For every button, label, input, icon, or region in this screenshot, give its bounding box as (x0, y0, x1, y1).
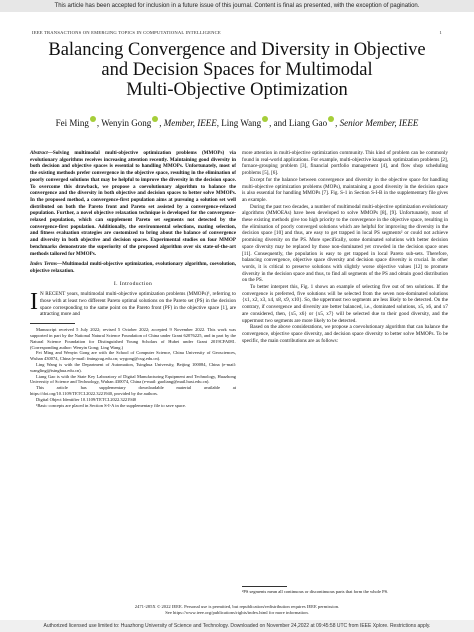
section-heading: I. Introduction (113, 280, 153, 287)
body-paragraph: During the past two decades, a number of multimodal multi-objective optimization evolutionary algorithms (MMOEAs) have been developed to solve MMOPs [8], [9]. Unfortunately, most of these existing methods give too high priority to the convergence in the objective space, resulting in the elimination of poorly converged solutions which are helpful for improving the diversity in the decision space [10] and thus, are easy to get trapped in local PS segments² or could not achieve promising diversity on the PS. More specifically, some dominated solutions with better decision space diversity may be replaced by those non-dominated yet crowded in the decision space ones [11]. Consequently, the population is easy to get trapped in local Pareto sub-sets. Therefore, balancing convergence, objective space diversity and decision space diversity is crucial. In other words, it is critical to preserve solutions with slightly worse objective values [12] to promote diversity in the decision space and thus, to find all segments of the PS and obtain good distribution on the PS. (242, 203, 448, 284)
top-banner: This article has been accepted for inclusion in a future issue of this journal. Content is final as presented, with the exception of pagination. (0, 0, 474, 12)
author-1: Fei Ming (55, 118, 89, 128)
footnote-2: ²PS segments mean all continuous or discontinuous parts that form the whole PS. (242, 589, 389, 594)
index-terms-text: —Multimodal multi-objective optimization, evolutionary algorithm, coevolution, objective relaxation. (30, 261, 236, 274)
orcid-icon[interactable] (328, 116, 334, 122)
body-paragraph: more attention in multi-objective optimization community. This kind of problem can be commonly found in real-world applications. For example, multi-objective knapsack optimization problems [2], furnace-grouping problem [3], financial portfolio management [4], and flow shop scheduling problems [5], [6]. (242, 150, 448, 177)
footnote-affiliation-3: Liang Gao is with the State Key Laboratory of Digital Manufacturing Equipment and Technology, Huazhong University of Science and Technology, Wuhan 430074, China (e-mail: gaoliang@mail.hust.edu.cn). (30, 373, 236, 385)
page-number: 1 (439, 30, 442, 35)
footnote-doi: Digital Object Identifier 10.1109/TETCI.2022.3221940 (36, 396, 137, 402)
body-paragraph: Except for the balance between convergence and diversity in the objective space for handling multi-objective optimization problems (MOPs), maintaining a good diversity in the decision space is also essential for handling MMOPs [7]. Fig. S-1 in Section S-I-B in the supplementary file gives an example. (242, 176, 448, 203)
author-2-role: Member, IEEE (163, 118, 217, 128)
footnote-1: ¹Basic concepts are placed in Section S-I-A in the supplementary file to save space. (36, 402, 187, 408)
paper-title (20, 40, 454, 100)
left-column (30, 150, 236, 408)
abstract-text: —Solving multimodal multi-objective optimization problems (MMOPs) via evolutionary algorithms receives increasing attention recently. Maintaining good diversity in both decision and objective spaces is essential to handling MMOPs. Unfortunately, most of the existing methods prefer convergence in the objective space, resulting in the elimination of poorly converged solutions that may be helpful to improve the diversity in the decision space. To overcome this drawback, we propose a coevolutionary algorithm to balance the convergence and the diversity in both objective and decision spaces to better solve MMOPs. In the proposed method, a convergence-first population aims at pursuing a solution set well distributed on both the Pareto front and Pareto set assisted by a convergence-relaxed population. Further, a novel objective relaxation technique is developed for the convergence-relaxed population, which can supplement Pareto set segments not detected by the convergence-first population. Additionally, the environmental selections, mating selection, and fitness evaluation strategies are customized to bring about the balance of convergence and diversity in both objective and decision spaces. Experimental studies on four MMOP benchmarks demonstrate the superiority of the proposed algorithm over six state-of-the-art methods tailored for MMOPs. (30, 150, 236, 257)
author-4-role: Senior Member, IEEE (339, 118, 419, 128)
author-4: and Liang Gao (273, 118, 328, 128)
body-paragraph: To better interpret this, Fig. 1 shows an example of selecting five out of ten solutions. If the convergence is preferred, five solutions will be selected from the seven non-dominated solutions {x1, x2, x3, x4, x8, x9, x10}. So, the uppermost two segments are less likely to be detected. On the contrary, if convergence and diversity are better balanced, i.e., dominated solutions, x5, x6, and x7 are considered, then, {x5, x6} or {x5, x7} will be selected due to their good diversity, and the uppermost two segments are more likely to be detected. (242, 284, 448, 324)
bottom-banner: Authorized licensed use limited to: Huazhong University of Science and Technology. Downloaded on November 24,2022 at 09:45:58 UTC from IEEE Xplore. Restrictions apply. (0, 620, 474, 632)
right-footnote (242, 586, 448, 595)
index-terms-lead: Index Terms (30, 261, 57, 268)
journal-name: IEEE TRANSACTIONS ON EMERGING TOPICS IN COMPUTATIONAL INTELLIGENCE (32, 30, 221, 35)
copyright-line-1: 2471-285X © 2022 IEEE. Personal use is permitted, but republication/redistribution requires IEEE permission. (134, 604, 340, 609)
abstract (30, 150, 236, 257)
footnote-affiliation-2: Ling Wang is with the Department of Automation, Tsinghua University, Beijing 100084, China (e-mail: wangling@tsinghua.edu.cn). (30, 361, 236, 373)
drop-cap: I (30, 289, 38, 316)
author-2: Wenyin Gong (101, 118, 152, 128)
footnote-divider (242, 586, 287, 587)
footnote-supplementary[interactable]: This article has supplementary downloadable material available at https://doi.org/10.1109/TETCI.2022.3221940, provided by the authors. (30, 385, 236, 396)
intro-text: years, multimodal multi-objective optimization problems (MMOPs)¹, referring to those with at least two different Pareto optimal solutions on the Pareto set (PS) in the decision space corresponding to the same point on the Pareto front (PF) in the objective space [1], are attracting more and (40, 291, 236, 318)
author-3: Ling Wang (221, 118, 262, 128)
intro-paragraph (30, 291, 236, 318)
copyright-notice (20, 604, 454, 616)
footnote-manuscript: Manuscript received 5 July 2022; revised 5 October 2022; accepted 9 November 2022. This work was supported in part by the National Natural Science Foundation of China under Grant 62076225, and in part by the Natural Science Foundation for Distinguished Young Scholars of Hubei under Grant 2019CFA081. (Corresponding author: Wenyin Gong; Ling Wang.) (30, 327, 236, 350)
orcid-icon[interactable] (152, 116, 158, 122)
right-column (242, 150, 448, 344)
orcid-icon[interactable] (90, 116, 96, 122)
running-head (32, 30, 442, 35)
body-paragraph: Based on the above considerations, we propose a coevolutionary algorithm that can balance the convergence, objective space diversity, and decision space diversity to better solve MMOPs. To be specific, the main contributions are as follows: (242, 324, 448, 344)
author-line: Fei Ming , Wenyin Gong , Member, IEEE, Ling Wang , and Liang Gao , Senior Member, IEEE (55, 118, 419, 128)
abstract-lead: Abstract (30, 150, 48, 156)
footnotes (30, 327, 236, 408)
title-line-3: Multi-Objective Optimization (126, 80, 348, 100)
intro-smallcaps: N RECENT (40, 291, 66, 298)
footnote-affiliation-1: Fei Ming and Wenyin Gong are with the School of Computer Science, China University of Geosciences, Wuhan 430074, China (e-mail: fmingcug.edu.cn; wygong@cug.edu.cn). (30, 350, 236, 362)
footnote-divider (30, 323, 75, 324)
title-line-1: Balancing Convergence and Diversity in Objective (48, 40, 426, 60)
copyright-line-2[interactable]: See https://www.ieee.org/publications/rights/index.html for more information. (165, 610, 309, 615)
title-line-2: and Decision Spaces for Multimodal (101, 60, 373, 80)
index-terms (30, 261, 236, 274)
orcid-icon[interactable] (262, 116, 268, 122)
